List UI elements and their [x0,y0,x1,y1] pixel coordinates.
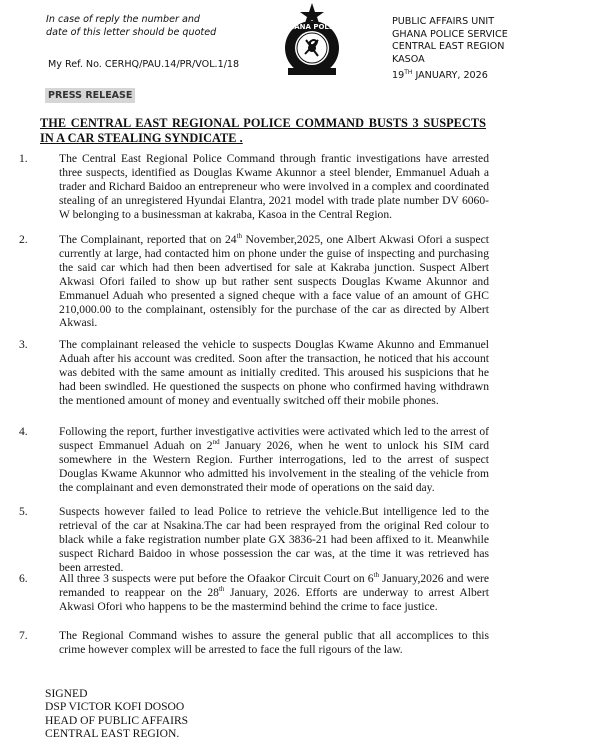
ordinal-suffix: nd [212,438,220,447]
reply-note-line2: date of this letter should be quoted [46,27,217,38]
signature-title: HEAD OF PUBLIC AFFAIRS [45,713,189,727]
paragraph-number: 4. [19,425,28,438]
paragraph-text: Suspects however failed to lead Police to retrieve the vehicle.But intelligence led to the retrieval of the car at Nsakina.The car had been resprayed from the original Red colour to black while a fake registration number plate GX 3836-21 had been affixed to it. Meanwhile suspect Richard Baidoo in whose possession the car was, at the time it was retrieved has been arrested. [59,505,489,574]
headline: THE CENTRAL EAST REGIONAL POLICE COMMAND BUSTS 3 SUSPECTS IN A CAR STEALING SYNDICATE . [40,116,486,145]
paragraph-4 [19,425,489,495]
crest-text: GHANA POLICE [282,23,342,31]
paragraph-number: 7. [19,629,28,642]
paragraph-text: The Central East Regional Police Command through frantic investigations have arrested three suspects, identified as Douglas Kwame Akunnor a steel blender, Emmanuel Aduah a trader and Richard Baidoo an entrepreneur who were involved in a complex and coordinated stealing of an unregistered Hyundai Elantra, 2021 model with trade plate number DV 6060-W belonging to a businessman at kakraba, Kasoa in the Central Region. [59,152,489,221]
paragraph-5 [19,505,489,575]
ordinal-suffix: th [373,571,380,580]
text-part: January,2026 and were remanded to reappear on the 28 [59,572,489,599]
text-part: January, 2026. Efforts are underway to arrest Albert Akwasi Ofori who happens to be the mastermind behind the crime to face justice. [59,585,489,613]
address-line2: GHANA POLICE SERVICE [392,28,508,40]
paragraph-2 [19,233,489,330]
reference-number: My Ref. No. CERHQ/PAU.14/PR/VOL.1/18 [48,59,240,70]
paragraph-number: 1. [19,152,28,165]
paragraph-number: 2. [19,233,28,246]
text-part: The Complainant, reported that on 24 [59,233,237,246]
paragraph-3 [19,338,489,408]
paragraph-number: 5. [19,505,28,518]
address-block [392,16,508,83]
address-line3: CENTRAL EAST REGION [392,41,505,53]
text-part: January 2026, when he went to unlock his SIM card somewhere in the Western Region. Further interrogations, led to the arrest of suspect Douglas Kwame Akunnor who admitted his involvement in the stealing of the vehicle from the complainant and even demonstrated their mode of operations on the said day. [59,438,489,494]
paragraph-text [59,425,489,495]
date-suffix: TH [404,68,413,76]
reply-note-line1: In case of reply the number and [46,14,201,25]
paragraph-number: 6. [19,572,28,585]
date-rest: JANUARY, 2026 [412,70,488,81]
paragraph-text: The Regional Command wishes to assure the general public that all accomplices to this crime however complex will be arrested to face the full rigours of the law. [59,629,489,656]
signature-block [45,687,188,740]
signature-name: DSP VICTOR KOFI DOSOO [45,700,185,714]
address-line1: PUBLIC AFFAIRS UNIT [392,16,495,27]
paragraph-text [59,572,489,614]
address-line4: KASOA [392,54,425,66]
ghana-police-crest-logo [280,2,344,80]
signature-line1: SIGNED [45,687,88,700]
text-part: All three 3 suspects were put before the Ofaakor Circuit Court on 6 [59,572,374,585]
signature-region: CENTRAL EAST REGION. [45,726,180,740]
paragraph-6 [19,572,489,614]
date [392,67,508,83]
paragraph-1 [19,152,489,222]
ordinal-suffix: th [236,232,243,241]
crest-icon [280,2,344,80]
paragraph-text: The complainant released the vehicle to suspects Douglas Kwame Akunno and Emmanuel Aduah after his account was credited. Soon after the transaction, he noticed that his account was debited with the same amount as initially credited. This aroused his suspicions that he had been swindled. He questioned the suspects on phone who confirmed having withdrawn the mentioned amount of money and eventually switched off their mobile phones. [59,338,489,407]
reply-note [46,13,216,39]
paragraph-number: 3. [19,338,28,351]
text-part: Following the report, further investigative activities were activated which led to the arrest of suspect Emmanuel Aduah on 2 [59,425,489,452]
paragraph-text [59,233,489,330]
text-part: November,2025, one Albert Akwasi Ofori a suspect currently at large, had contacted him on phone under the guise of inspecting and purchasing the said car which had then been advertised for sale at Kakraba junction. Suspect Albert Akwasi Ofori failed to show up but rather sent suspects Douglas Kwame Akunnor and Emmanuel Aduah who presented a signed cheque with a face value of an amount of GHC 210,000.00 to the complainant, ostensibly for the purchase of the car as directed by Albert Akwasi. [59,233,489,330]
paragraph-7 [19,629,489,657]
ordinal-suffix: th [218,585,225,594]
press-release-label: PRESS RELEASE [45,88,135,103]
date-day: 19 [392,70,405,81]
